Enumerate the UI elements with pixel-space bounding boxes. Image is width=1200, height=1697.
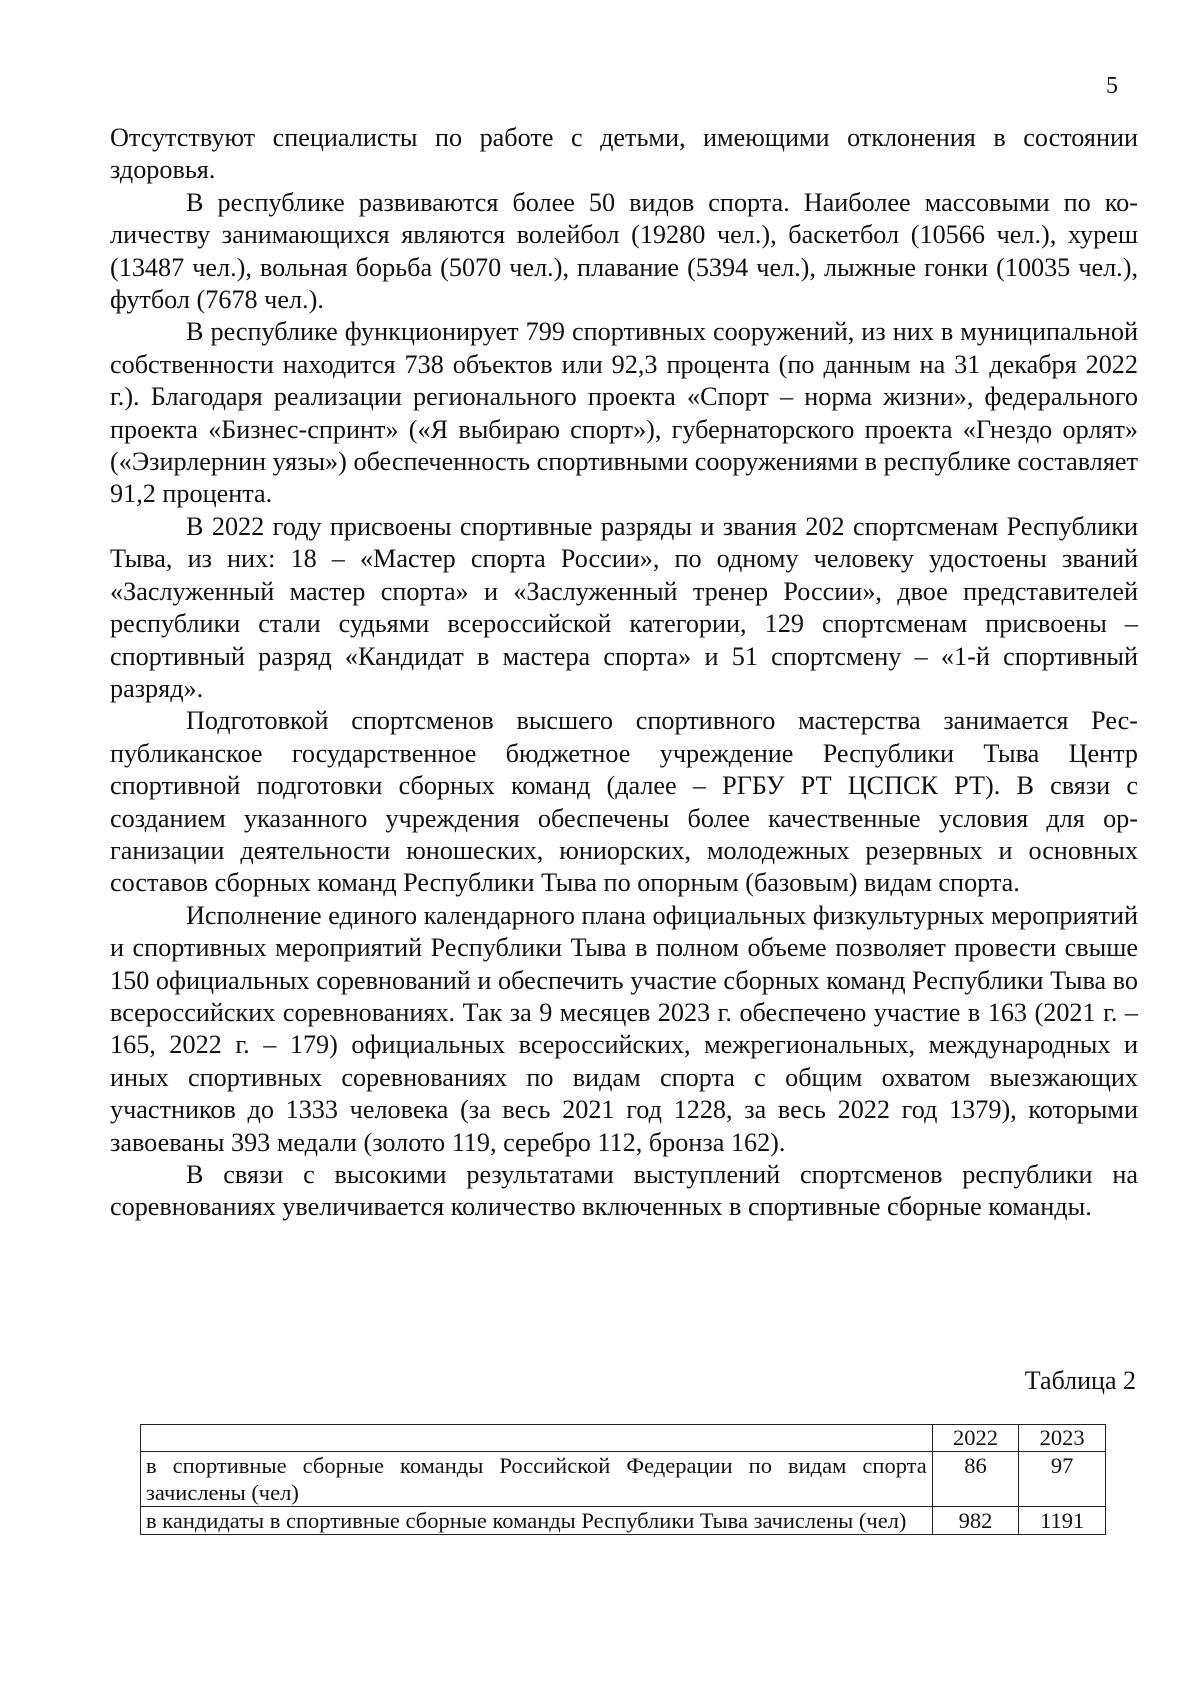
paragraph: В связи с высокими результатами выступлений спортсменов республики на соревнованиях увеличивается количество включенных в спортивные сборные команды. xyxy=(110,1160,1138,1222)
paragraph: В республике функционирует 799 спортивных сооружений, из них в муниципальной собственности находится 738 объектов или 92,3 процента (по данным на 31 декабря 2022 г.). Благодаря реализации регионального проекта «Спорт – норма жизни», федерального проекта «Бизнес-спринт» («Я выбираю спорт»), губернаторского проекта «Гнездо орлят» («Эзирлернин уязы») обеспеченность спортивными сооружениями в республике составляет 91,2 процента. xyxy=(110,317,1138,509)
table-caption: Таблица 2 xyxy=(1024,1366,1136,1395)
table-header-cell: 2022 xyxy=(932,1425,1019,1452)
table-cell-value: 1191 xyxy=(1019,1507,1106,1535)
document-body xyxy=(110,122,1138,1224)
table-cell-value: 86 xyxy=(932,1452,1019,1507)
table-header-cell: 2023 xyxy=(1019,1425,1106,1452)
paragraph: Подготовкой спортсменов высшего спортивного мастерства занимается Республиканское государственное бюджетное учреждение Республики Тыва Центр спортивной подготовки сборных команд (далее – РГБУ РТ ЦСПСК РТ). В связи с созданием указанного учреждения обеспечены более качественные условия для организации деятельности юношеских, юниорских, молодежных резервных и основных составов сборных команд Республики Тыва по опорным (базовым) видам спорта. xyxy=(110,706,1138,898)
table-header-cell xyxy=(141,1425,933,1452)
table-header-row xyxy=(141,1425,1106,1452)
paragraph: Исполнение единого календарного плана официальных физкультурных мероприятий и спортивных мероприятий Республики Тыва в полном объеме позволяет провести свыше 150 официальных соревнований и обеспечить участие сборных команд Республики Тыва во всероссийских соревнованиях. Так за 9 месяцев 2023 г. обеспечено участие в 163 (2021 г. – 165, 2022 г. – 179) официальных всероссийских, межрегиональных, международных и иных спортивных соревнованиях по видам спорта с общим охватом выезжающих участников до 1333 человека (за весь 2021 год 1228, за весь 2022 год 1379), которыми завоеваны 393 медали (золото 119, серебро 112, бронза 162). xyxy=(110,900,1138,1157)
page-number: 5 xyxy=(1106,73,1118,99)
table-cell-value: 97 xyxy=(1019,1452,1106,1507)
table-cell-label: в спортивные сборные команды Российской Федерации по видам спорта зачислены (чел) xyxy=(141,1452,933,1507)
table-cell-value: 982 xyxy=(932,1507,1019,1535)
table-cell-label: в кандидаты в спортивные сборные команды Республики Тыва зачислены (чел) xyxy=(141,1507,933,1535)
stats-table xyxy=(140,1424,1106,1535)
paragraph: Отсутствуют специалисты по работе с детьми, имеющими отклонения в состоянии здоровья. xyxy=(110,123,1138,185)
paragraph: В республике развиваются более 50 видов спорта. Наиболее массовыми по количеству занимающихся являются волейбол (19280 чел.), баскетбол (10566 чел.), хуреш (13487 чел.), вольная борьба (5070 чел.), плавание (5394 чел.), лыжные гонки (10035 чел.), футбол (7678 чел.). xyxy=(110,187,1138,315)
table-row xyxy=(141,1507,1106,1535)
paragraph: В 2022 году присвоены спортивные разряды и звания 202 спортсменам Республики Тыва, из них: 18 – «Мастер спорта России», по одному человеку удостоены званий «Заслуженный мастер спорта» и «Заслуженный тренер России», двое представителей республики стали судьями всероссийской категории, 129 спортсменам присвоены – спортивный разряд «Кандидат в мастера спорта» и 51 спортсмену – «1-й спортивный разряд». xyxy=(110,511,1138,703)
table-row xyxy=(141,1452,1106,1507)
